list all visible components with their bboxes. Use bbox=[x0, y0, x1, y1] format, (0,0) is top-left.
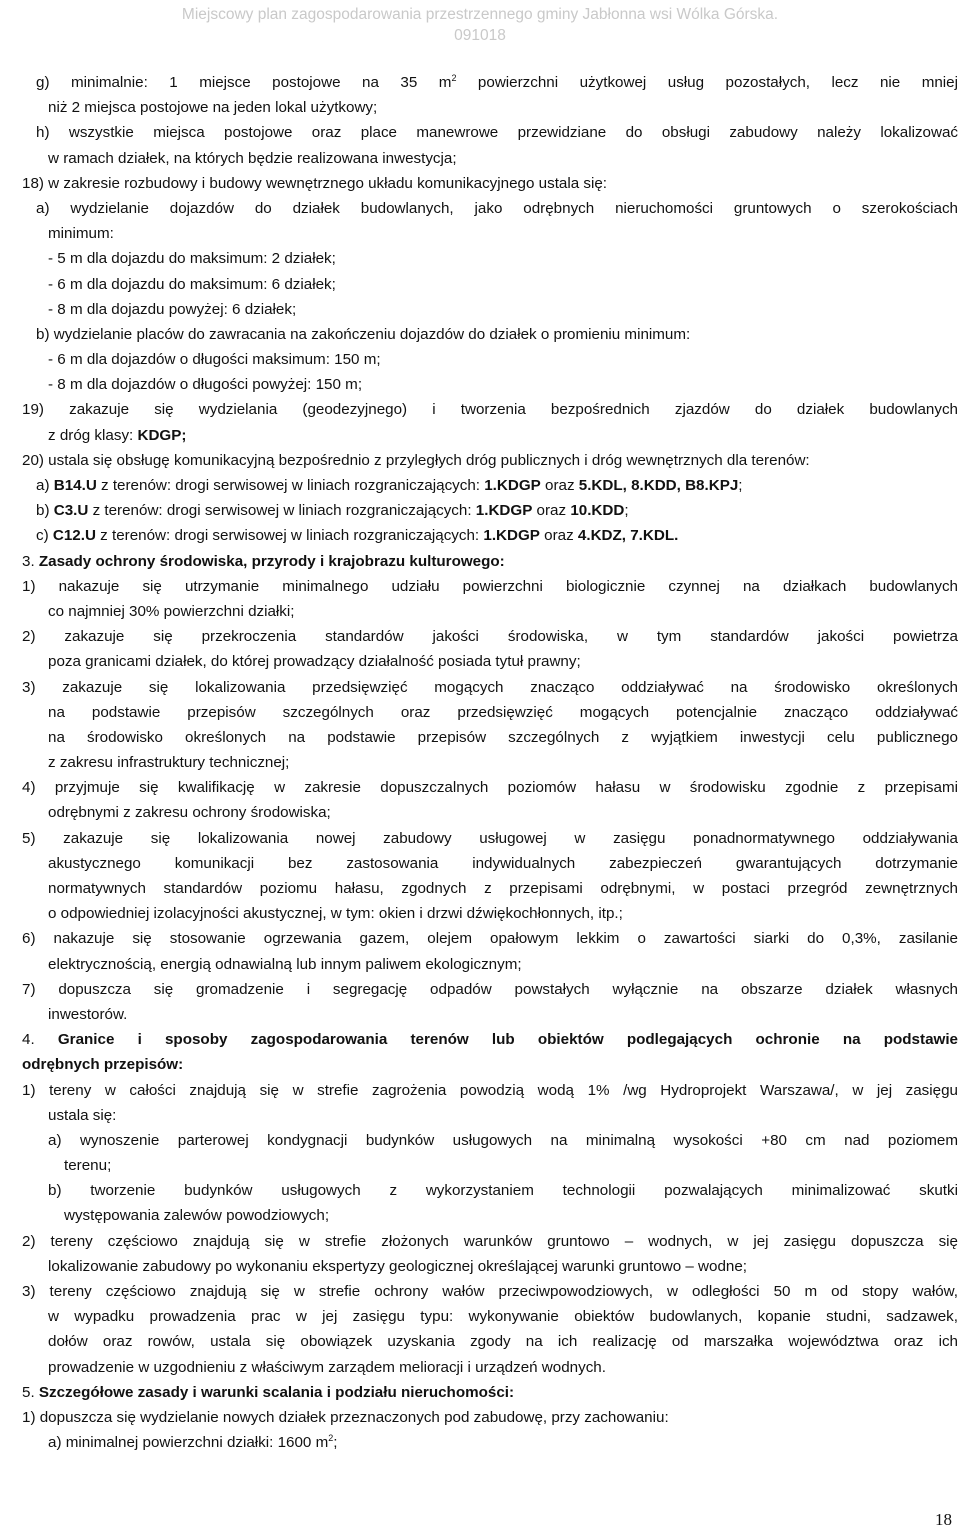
text-line bbox=[22, 498, 958, 523]
text-line bbox=[22, 926, 958, 951]
text-line bbox=[22, 1052, 958, 1077]
bold-text: C12.U bbox=[52, 527, 96, 545]
text-line bbox=[22, 700, 958, 725]
bold-text: odrębnych przepisów: bbox=[22, 1056, 184, 1074]
bold-text: 4.KDZ, 7.KDL. bbox=[577, 527, 679, 545]
bold-text: B14.U bbox=[53, 477, 97, 494]
text-line bbox=[22, 1078, 958, 1103]
text-segment: 4) przyjmuje się kwalifikację w zakresie dopuszczalnych poziomów hałasu w środowisku zgodnie z przepisami bbox=[22, 779, 958, 797]
text-line bbox=[22, 1430, 958, 1455]
text-line bbox=[22, 599, 958, 624]
text-line bbox=[22, 70, 958, 95]
text-line bbox=[22, 775, 958, 800]
text-segment: w ramach działek, na których będzie realizowana inwestycja; bbox=[48, 149, 457, 167]
text-line bbox=[22, 1153, 958, 1178]
text-segment: g) minimalnie: 1 miejsce postojowe na 35 m bbox=[36, 74, 452, 91]
text-line bbox=[22, 448, 958, 473]
bold-text: 1.KDGP bbox=[475, 502, 533, 520]
text-line bbox=[22, 297, 958, 322]
text-line bbox=[22, 120, 958, 145]
text-segment: powierzchni użytkowej usług pozostałych, lecz nie mniej bbox=[456, 74, 958, 91]
bold-text: Granice i sposoby zagospodarowania terenów lub obiektów podlegających ochronie na podstawie bbox=[57, 1031, 958, 1049]
text-line bbox=[22, 1405, 958, 1430]
text-segment: poza granicami działek, do której prowadzący działalność posiada tytuł prawny; bbox=[48, 653, 581, 671]
text-line bbox=[22, 146, 958, 171]
text-segment: o odpowiedniej izolacyjności akustycznej, w tym: okien i drzwi dźwiękochłonnych, itp.; bbox=[48, 905, 623, 923]
text-segment: dołów oraz rowów, ustala się obowiązek uzyskania zgody na ich realizację od marszałka województwa oraz ich bbox=[48, 1333, 958, 1351]
text-segment: 2) zakazuje się przekroczenia standardów jakości środowiska, w tym standardów jakości powietrza bbox=[22, 628, 958, 646]
text-line bbox=[22, 826, 958, 851]
bold-text: KDGP; bbox=[137, 426, 187, 444]
text-segment: inwestorów. bbox=[48, 1005, 128, 1023]
header-code: 091018 bbox=[454, 27, 506, 44]
text-segment: minimum: bbox=[48, 225, 114, 243]
text-line bbox=[22, 851, 958, 876]
text-segment: z terenów: drogi serwisowej w liniach rozgraniczających: bbox=[95, 527, 484, 545]
page-number: 18 bbox=[935, 1510, 952, 1529]
text-line bbox=[22, 549, 958, 574]
text-line bbox=[22, 171, 958, 196]
document-body bbox=[22, 70, 958, 1455]
bold-text: 5.KDL, 8.KDD, B8.KPJ bbox=[578, 477, 739, 494]
superscript: 2 bbox=[451, 72, 457, 83]
bold-text: 1.KDGP bbox=[484, 477, 541, 494]
text-segment: ustala się: bbox=[48, 1106, 117, 1124]
text-segment: - 6 m dla dojazdów o długości maksimum: 150 m; bbox=[48, 351, 381, 369]
text-segment: 1) nakazuje się utrzymanie minimalnego udziału powierzchni biologicznie czynnej na działkach budowlanych bbox=[22, 577, 958, 595]
text-segment: z terenów: drogi serwisowej w liniach rozgraniczających: bbox=[88, 502, 476, 520]
text-line bbox=[22, 1329, 958, 1354]
text-line bbox=[22, 322, 958, 347]
text-line bbox=[22, 272, 958, 297]
text-line bbox=[22, 750, 958, 775]
text-line bbox=[22, 1304, 958, 1329]
text-segment: 18) w zakresie rozbudowy i budowy wewnętrznego układu komunikacyjnego ustala się: bbox=[22, 174, 608, 192]
text-segment: terenu; bbox=[64, 1157, 112, 1175]
text-line bbox=[22, 876, 958, 901]
bold-text: Szczegółowe zasady i warunki scalania i podziału nieruchomości: bbox=[38, 1383, 515, 1401]
text-segment: c) bbox=[36, 527, 53, 545]
text-segment: h) wszystkie miejsca postojowe oraz place manewrowe przewidziane do obsługi zabudowy należy lokalizować bbox=[36, 124, 958, 142]
text-segment: 5. bbox=[22, 1383, 39, 1401]
text-line bbox=[22, 952, 958, 977]
text-segment: a) wynoszenie parterowej kondygnacji budynków usługowych na minimalną wysokości +80 cm nad poziomem bbox=[48, 1131, 958, 1149]
bold-text: Zasady ochrony środowiska, przyrody i krajobrazu kulturowego: bbox=[38, 552, 505, 570]
text-segment: niż 2 miejsca postojowe na jeden lokal użytkowy; bbox=[48, 99, 378, 117]
text-segment: oraz bbox=[540, 477, 579, 494]
text-segment: akustycznego komunikacji bez zastosowania indywidualnych zabezpieczeń gwarantujących dotrzymanie bbox=[48, 854, 958, 872]
text-segment: a) minimalnej powierzchni działki: 1600 m bbox=[48, 1434, 329, 1452]
text-segment: b) tworzenie budynków usługowych z wykorzystaniem technologii pozwalających minimalizować skutki bbox=[48, 1182, 958, 1200]
bold-text: 10.KDD bbox=[570, 502, 625, 520]
text-line bbox=[22, 1128, 958, 1153]
text-segment: a) bbox=[36, 477, 54, 494]
text-segment: ; bbox=[738, 477, 743, 494]
bold-text: C3.U bbox=[53, 502, 89, 520]
text-segment: - 5 m dla dojazdu do maksimum: 2 działek; bbox=[48, 250, 336, 268]
text-line bbox=[22, 725, 958, 750]
text-segment: - 8 m dla dojazdu powyżej: 6 działek; bbox=[48, 300, 297, 318]
text-segment: b) bbox=[36, 502, 54, 520]
text-segment: co najmniej 30% powierzchni działki; bbox=[48, 602, 295, 620]
text-line bbox=[22, 1380, 958, 1405]
text-line bbox=[22, 1002, 958, 1027]
text-segment: 2) tereny częściowo znajdują się w strefie złożonych warunków gruntowo – wodnych, w jej zasięgu dopuszcza się bbox=[22, 1232, 958, 1250]
text-segment: - 8 m dla dojazdów o długości powyżej: 150 m; bbox=[48, 376, 363, 394]
text-segment: występowania zalewów powodziowych; bbox=[64, 1207, 330, 1225]
text-line bbox=[22, 473, 958, 498]
text-line bbox=[22, 624, 958, 649]
text-segment: normatywnych standardów poziomu hałasu, zgodnych z przepisami odrębnymi, w postaci przegród zewnętrznych bbox=[48, 880, 958, 897]
text-line bbox=[22, 221, 958, 246]
text-line bbox=[22, 423, 958, 448]
text-line bbox=[22, 397, 958, 422]
text-line bbox=[22, 372, 958, 397]
text-line bbox=[22, 1027, 958, 1052]
text-segment: na podstawie przepisów szczególnych oraz przedsięwzięć mogących potencjalnie znacząco oddziaływać bbox=[48, 703, 958, 721]
text-line bbox=[22, 649, 958, 674]
text-segment: z dróg klasy: bbox=[48, 426, 138, 444]
text-segment: 3) zakazuje się lokalizowania przedsięwzięć mogących znacząco oddziaływać na środowisko określonych bbox=[22, 678, 958, 696]
text-line bbox=[22, 347, 958, 372]
text-segment: z terenów: drogi serwisowej w liniach rozgraniczających: bbox=[96, 477, 485, 494]
text-segment: 1) dopuszcza się wydzielanie nowych działek przeznaczonych pod zabudowę, przy zachowaniu: bbox=[22, 1408, 669, 1426]
text-segment: oraz bbox=[539, 527, 578, 545]
text-segment: 19) zakazuje się wydzielania (geodezyjnego) i tworzenia bezpośrednich zjazdów do działek budowlanych bbox=[22, 401, 958, 419]
text-segment: na środowisko określonych na podstawie przepisów szczególnych z wyjątkiem inwestycji celu publicznego bbox=[48, 728, 958, 746]
text-segment: w wypadku prowadzenia prac w jej zasięgu typu: wykonywanie obiektów budowlanych, kopanie studni, sadzawek, bbox=[48, 1308, 958, 1326]
text-line bbox=[22, 95, 958, 120]
text-segment: 3. bbox=[22, 552, 39, 570]
text-segment: 5) zakazuje się lokalizowania nowej zabudowy usługowej w zasięgu ponadnormatywnego oddziaływania bbox=[22, 829, 958, 847]
header-title: Miejscowy plan zagospodarowania przestrzennego gminy Jabłonna wsi Wólka Górska. bbox=[181, 6, 779, 23]
text-segment: a) wydzielanie dojazdów do działek budowlanych, jako odrębnych nieruchomości gruntowych o szerokościach bbox=[36, 199, 958, 217]
text-line bbox=[22, 800, 958, 825]
text-line bbox=[22, 1254, 958, 1279]
text-segment: b) wydzielanie placów do zawracania na zakończeniu dojazdów do działek o promieniu minimum: bbox=[36, 325, 691, 343]
text-line bbox=[22, 1178, 958, 1203]
bold-text: 1.KDGP bbox=[483, 527, 540, 545]
text-line bbox=[22, 977, 958, 1002]
text-segment: 20) ustala się obsługę komunikacyjną bezpośrednio z przyległych dróg publicznych i dróg wewnętrznych dla terenów: bbox=[22, 451, 810, 469]
text-segment: oraz bbox=[532, 502, 571, 520]
text-line bbox=[22, 246, 958, 271]
text-segment: ; bbox=[624, 502, 629, 520]
text-line bbox=[22, 1355, 958, 1380]
text-segment: - 6 m dla dojazdu do maksimum: 6 działek; bbox=[48, 275, 336, 293]
text-line bbox=[22, 574, 958, 599]
text-line bbox=[22, 675, 958, 700]
text-line bbox=[22, 1203, 958, 1228]
text-segment: lokalizowanie zabudowy po wykonaniu ekspertyzy geologicznej określającej warunki gruntowo – wodne; bbox=[48, 1257, 748, 1275]
superscript: 2 bbox=[328, 1433, 334, 1444]
text-segment: 1) tereny w całości znajdują się w strefie zagrożenia powodzią wodą 1% /wg Hydroprojekt Warszawa/, w jej zasięgu bbox=[22, 1081, 958, 1099]
text-line bbox=[22, 196, 958, 221]
text-segment: 4. bbox=[22, 1031, 58, 1049]
text-segment: z zakresu infrastruktury technicznej; bbox=[48, 754, 290, 772]
text-line bbox=[22, 1229, 958, 1254]
text-segment: 7) dopuszcza się gromadzenie i segregację odpadów powstałych wyłącznie na obszarze działek własnych bbox=[22, 980, 958, 998]
text-segment: elektrycznością, energią odnawialną lub innym paliwem ekologicznym; bbox=[48, 955, 522, 973]
text-line bbox=[22, 1103, 958, 1128]
text-segment: odrębnymi z zakresu ochrony środowiska; bbox=[48, 804, 331, 822]
text-line bbox=[22, 901, 958, 926]
text-line bbox=[22, 1279, 958, 1304]
text-segment: 3) tereny częściowo znajdują się w strefie ochrony wałów przeciwpowodziowych, w odległości 50 m od stopy wałów, bbox=[22, 1283, 958, 1300]
text-segment: ; bbox=[333, 1434, 338, 1452]
text-line bbox=[22, 523, 958, 548]
text-segment: prowadzenie w uzgodnieniu z właściwym zarządem melioracji i urządzeń wodnych. bbox=[48, 1358, 606, 1376]
page-header bbox=[0, 4, 960, 46]
text-segment: 6) nakazuje się stosowanie ogrzewania gazem, olejem opałowym lekkim o zawartości siarki do 0,3%, zasilanie bbox=[22, 930, 958, 948]
